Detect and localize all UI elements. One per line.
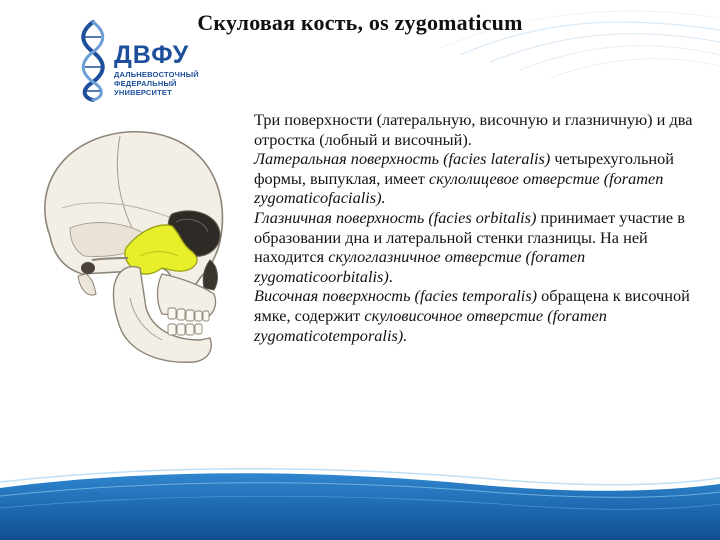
logo-name: ДВФУ bbox=[114, 41, 190, 69]
text-segment-italic: Височная поверхность (facies temporalis) bbox=[254, 286, 538, 306]
text-segment: четырехугольной формы, выпуклая, имеет bbox=[254, 149, 674, 188]
paragraph-temporal-surface bbox=[254, 286, 710, 345]
text-segment-italic: скуловисочное отверстие (foramen zygomaticotemporalis). bbox=[254, 305, 607, 345]
text-segment: принимает участие в образовании дна и латеральной стенки глазницы. На ней находится bbox=[254, 207, 685, 267]
description-text bbox=[254, 110, 710, 345]
bottom-wave-decoration bbox=[0, 458, 720, 540]
paragraph-intro bbox=[254, 110, 710, 149]
skull-lateral-view-illustration bbox=[22, 118, 242, 378]
paragraph-orbital-surface bbox=[254, 208, 710, 286]
text-segment: . bbox=[388, 266, 393, 286]
university-logo bbox=[76, 20, 206, 102]
text-segment: Три поверхности (латеральную, височную и глазничную) и два отростка (лобный и височный). bbox=[254, 110, 693, 149]
paragraph-lateral-surface bbox=[254, 149, 710, 208]
text-segment-italic: скулолицевое отверстие (foramen zygomaticofacialis). bbox=[254, 168, 664, 208]
dna-helix-icon bbox=[76, 20, 110, 102]
logo-subtitle-line: ФЕДЕРАЛЬНЫЙ bbox=[114, 79, 177, 88]
text-segment-italic: скулоглазничное отверстие (foramen zygomaticoorbitalis) bbox=[254, 247, 586, 286]
text-segment-italic: Глазничная поверхность (facies orbitalis) bbox=[254, 207, 537, 227]
logo-subtitle-line: ДАЛЬНЕВОСТОЧНЫЙ bbox=[114, 70, 199, 79]
slide-title: Скуловая кость, os zygomaticum bbox=[197, 10, 523, 35]
text-segment-italic: Латеральная поверхность (facies lateralis) bbox=[254, 149, 551, 169]
logo-subtitle bbox=[114, 70, 206, 97]
text-segment: обращена к височной ямке, содержит bbox=[254, 286, 690, 325]
logo-subtitle-line: УНИВЕРСИТЕТ bbox=[114, 88, 172, 97]
